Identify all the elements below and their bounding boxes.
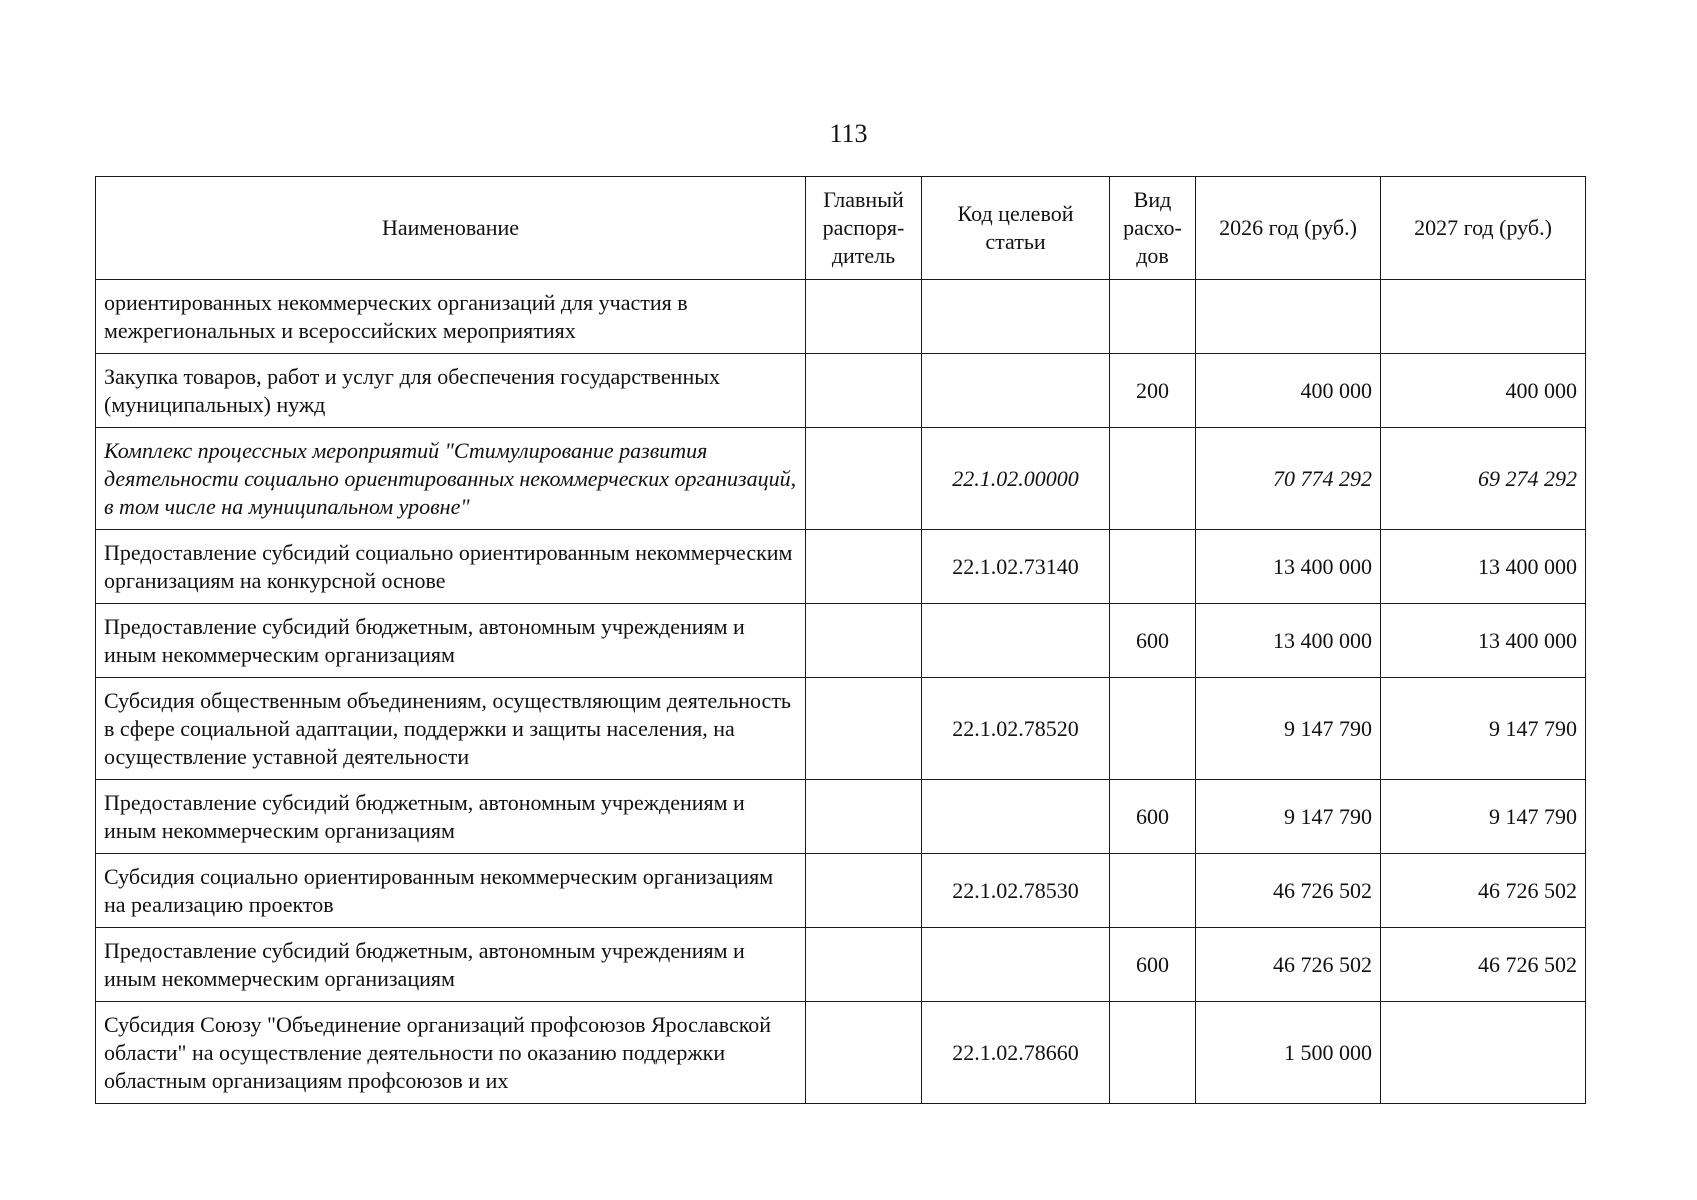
row-type: 600	[1110, 604, 1196, 678]
table-row	[96, 854, 1586, 928]
row-code: 22.1.02.78530	[922, 854, 1110, 928]
row-2026: 9 147 790	[1196, 678, 1381, 780]
table-row	[96, 530, 1586, 604]
row-name: ориентированных некоммерческих организаций для участия в межрегиональных и всероссийских мероприятиях	[96, 280, 806, 354]
row-type: 200	[1110, 354, 1196, 428]
row-admin	[806, 354, 922, 428]
header-code: Код целевой статьи	[922, 177, 1110, 280]
row-type	[1110, 854, 1196, 928]
table-row	[96, 428, 1586, 530]
row-type: 600	[1110, 928, 1196, 1002]
row-admin	[806, 530, 922, 604]
row-2027: 9 147 790	[1381, 780, 1586, 854]
header-year-2027: 2027 год (руб.)	[1381, 177, 1586, 280]
table-row	[96, 780, 1586, 854]
row-2026	[1196, 280, 1381, 354]
table-header-row	[96, 177, 1586, 280]
table-row	[96, 928, 1586, 1002]
table-row	[96, 354, 1586, 428]
row-type	[1110, 678, 1196, 780]
row-name: Субсидия общественным объединениям, осуществляющим деятельность в сфере социальной адаптации, поддержки и защиты населения, на осуществление уставной деятельности	[96, 678, 806, 780]
row-admin	[806, 280, 922, 354]
row-name: Субсидия социально ориентированным некоммерческим организациям на реализацию проектов	[96, 854, 806, 928]
row-2026: 46 726 502	[1196, 854, 1381, 928]
page-number: 113	[829, 119, 868, 148]
row-type: 600	[1110, 780, 1196, 854]
row-2026: 1 500 000	[1196, 1002, 1381, 1104]
row-2026: 13 400 000	[1196, 530, 1381, 604]
row-2026: 13 400 000	[1196, 604, 1381, 678]
row-admin	[806, 1002, 922, 1104]
row-name: Комплекс процессных мероприятий "Стимулирование развития деятельности социально ориентированных некоммерческих организаций, в том числе на муниципальном уровне"	[96, 428, 806, 530]
row-admin	[806, 678, 922, 780]
row-name: Предоставление субсидий социально ориентированным некоммерческим организациям на конкурсной основе	[96, 530, 806, 604]
row-code	[922, 354, 1110, 428]
row-2026: 400 000	[1196, 354, 1381, 428]
row-code: 22.1.02.78520	[922, 678, 1110, 780]
budget-table	[95, 176, 1586, 1104]
row-code	[922, 280, 1110, 354]
row-admin	[806, 928, 922, 1002]
row-2027: 400 000	[1381, 354, 1586, 428]
row-code: 22.1.02.73140	[922, 530, 1110, 604]
row-code: 22.1.02.78660	[922, 1002, 1110, 1104]
table-row	[96, 1002, 1586, 1104]
row-admin	[806, 428, 922, 530]
header-type: Вид расхо-дов	[1110, 177, 1196, 280]
row-2027: 13 400 000	[1381, 530, 1586, 604]
row-2027: 9 147 790	[1381, 678, 1586, 780]
row-type	[1110, 428, 1196, 530]
table-row	[96, 280, 1586, 354]
row-name: Закупка товаров, работ и услуг для обеспечения государственных (муниципальных) нужд	[96, 354, 806, 428]
row-2026: 9 147 790	[1196, 780, 1381, 854]
row-type	[1110, 530, 1196, 604]
header-name: Наименование	[96, 177, 806, 280]
row-code	[922, 604, 1110, 678]
header-admin: Главный распоря-дитель	[806, 177, 922, 280]
row-admin	[806, 780, 922, 854]
row-admin	[806, 854, 922, 928]
row-2027: 46 726 502	[1381, 854, 1586, 928]
row-name: Предоставление субсидий бюджетным, автономным учреждениям и иным некоммерческим организациям	[96, 928, 806, 1002]
row-2027	[1381, 1002, 1586, 1104]
row-code: 22.1.02.00000	[922, 428, 1110, 530]
row-code	[922, 928, 1110, 1002]
table-row	[96, 604, 1586, 678]
row-2026: 70 774 292	[1196, 428, 1381, 530]
row-2027	[1381, 280, 1586, 354]
row-2027: 13 400 000	[1381, 604, 1586, 678]
row-admin	[806, 604, 922, 678]
table-row	[96, 678, 1586, 780]
row-code	[922, 780, 1110, 854]
row-2027: 69 274 292	[1381, 428, 1586, 530]
row-2026: 46 726 502	[1196, 928, 1381, 1002]
header-year-2026: 2026 год (руб.)	[1196, 177, 1381, 280]
row-type	[1110, 280, 1196, 354]
row-type	[1110, 1002, 1196, 1104]
row-name: Предоставление субсидий бюджетным, автономным учреждениям и иным некоммерческим организациям	[96, 604, 806, 678]
row-name: Предоставление субсидий бюджетным, автономным учреждениям и иным некоммерческим организациям	[96, 780, 806, 854]
row-2027: 46 726 502	[1381, 928, 1586, 1002]
row-name: Субсидия Союзу "Объединение организаций профсоюзов Ярославской области" на осуществление деятельности по оказанию поддержки областным организациям профсоюзов и их	[96, 1002, 806, 1104]
